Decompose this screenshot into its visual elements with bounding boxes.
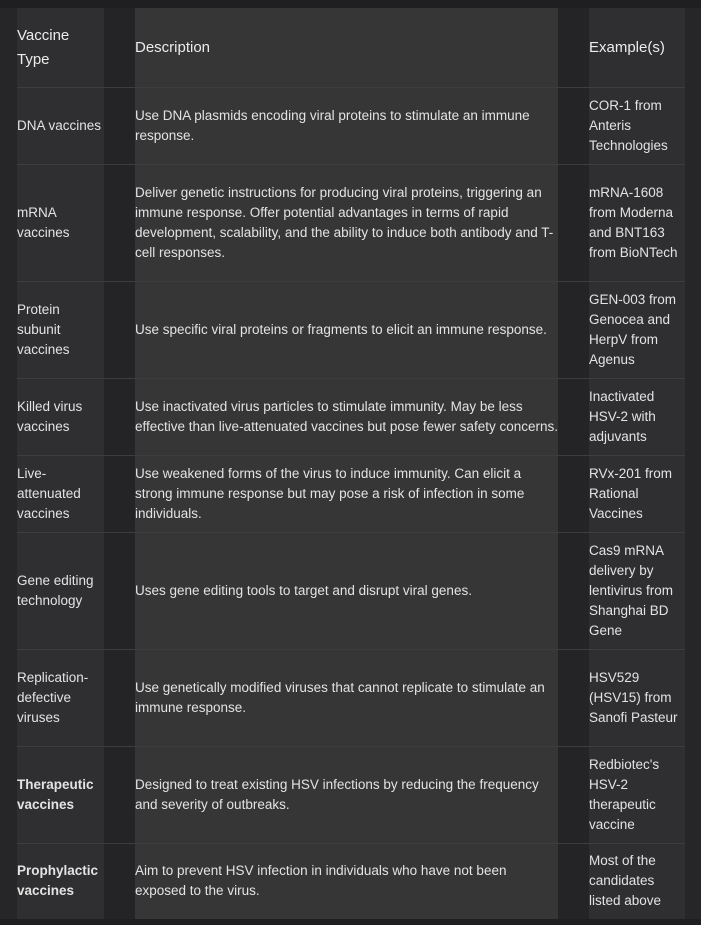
vaccine-type-cell: Live-attenuated vaccines bbox=[17, 465, 81, 521]
examples-cell: mRNA-1608 from Moderna and BNT163 from BioNTech bbox=[589, 184, 678, 260]
header-row bbox=[0, 8, 701, 87]
description-cell: Use genetically modified viruses that cannot replicate to stimulate an immune response. bbox=[135, 679, 545, 715]
examples-cell: HSV529 (HSV15) from Sanofi Pasteur bbox=[589, 669, 678, 725]
examples-cell: Cas9 mRNA delivery by lentivirus from Shanghai BD Gene bbox=[589, 542, 674, 638]
table-row bbox=[0, 649, 701, 746]
vaccine-type-cell: Replication-defective viruses bbox=[17, 669, 89, 725]
vaccine-type-cell: Prophylactic vaccines bbox=[17, 863, 99, 898]
description-cell: Use weakened forms of the virus to induce immunity. Can elicit a strong immune response but may pose a risk of infection in some individuals. bbox=[135, 465, 525, 521]
description-cell: Aim to prevent HSV infection in individuals who have not been exposed to the virus. bbox=[135, 863, 507, 898]
header-examples: Example(s) bbox=[589, 38, 665, 56]
examples-cell: RVx-201 from Rational Vaccines bbox=[589, 465, 673, 521]
description-cell: Use specific viral proteins or fragments to elicit an immune response. bbox=[135, 321, 547, 337]
examples-cell: Redbiotec's HSV-2 therapeutic vaccine bbox=[589, 756, 660, 832]
table-row bbox=[0, 281, 701, 378]
description-cell: Designed to treat existing HSV infections by reducing the frequency and severity of outbreaks. bbox=[135, 776, 539, 812]
description-cell: Use DNA plasmids encoding viral proteins to stimulate an immune response. bbox=[135, 107, 530, 143]
table-row bbox=[0, 87, 701, 164]
examples-cell: GEN-003 from Genocea and HerpV from Agenus bbox=[589, 291, 677, 367]
table-row bbox=[0, 455, 701, 532]
header-vaccine-type: Vaccine Type bbox=[17, 26, 70, 68]
description-cell: Deliver genetic instructions for producing viral proteins, triggering an immune response. Offer potential advantages in terms of rapid development, scalability, and the ability to induce both antibody and T-cell responses. bbox=[135, 184, 554, 260]
header-description: Description bbox=[135, 38, 211, 56]
vaccine-type-cell: mRNA vaccines bbox=[17, 204, 70, 240]
vaccine-type-cell: Gene editing technology bbox=[17, 572, 94, 608]
vaccine-type-cell: DNA vaccines bbox=[17, 117, 102, 133]
vaccine-types-table bbox=[0, 8, 701, 919]
table-row bbox=[0, 532, 701, 649]
examples-cell: Inactivated HSV-2 with adjuvants bbox=[589, 388, 656, 444]
table-row bbox=[0, 378, 701, 455]
table-row bbox=[0, 746, 701, 843]
table-row bbox=[0, 164, 701, 281]
vaccine-type-cell: Killed virus vaccines bbox=[17, 398, 83, 434]
table-row bbox=[0, 843, 701, 919]
description-cell: Uses gene editing tools to target and disrupt viral genes. bbox=[135, 582, 472, 598]
description-cell: Use inactivated virus particles to stimulate immunity. May be less effective than live-attenuated vaccines but pose fewer safety concerns. bbox=[135, 398, 558, 434]
vaccine-type-cell: Protein subunit vaccines bbox=[17, 301, 70, 357]
vaccine-type-cell: Therapeutic vaccines bbox=[17, 776, 94, 812]
examples-cell: COR-1 from Anteris Technologies bbox=[589, 97, 668, 153]
examples-cell: Most of the candidates listed above bbox=[589, 853, 662, 908]
